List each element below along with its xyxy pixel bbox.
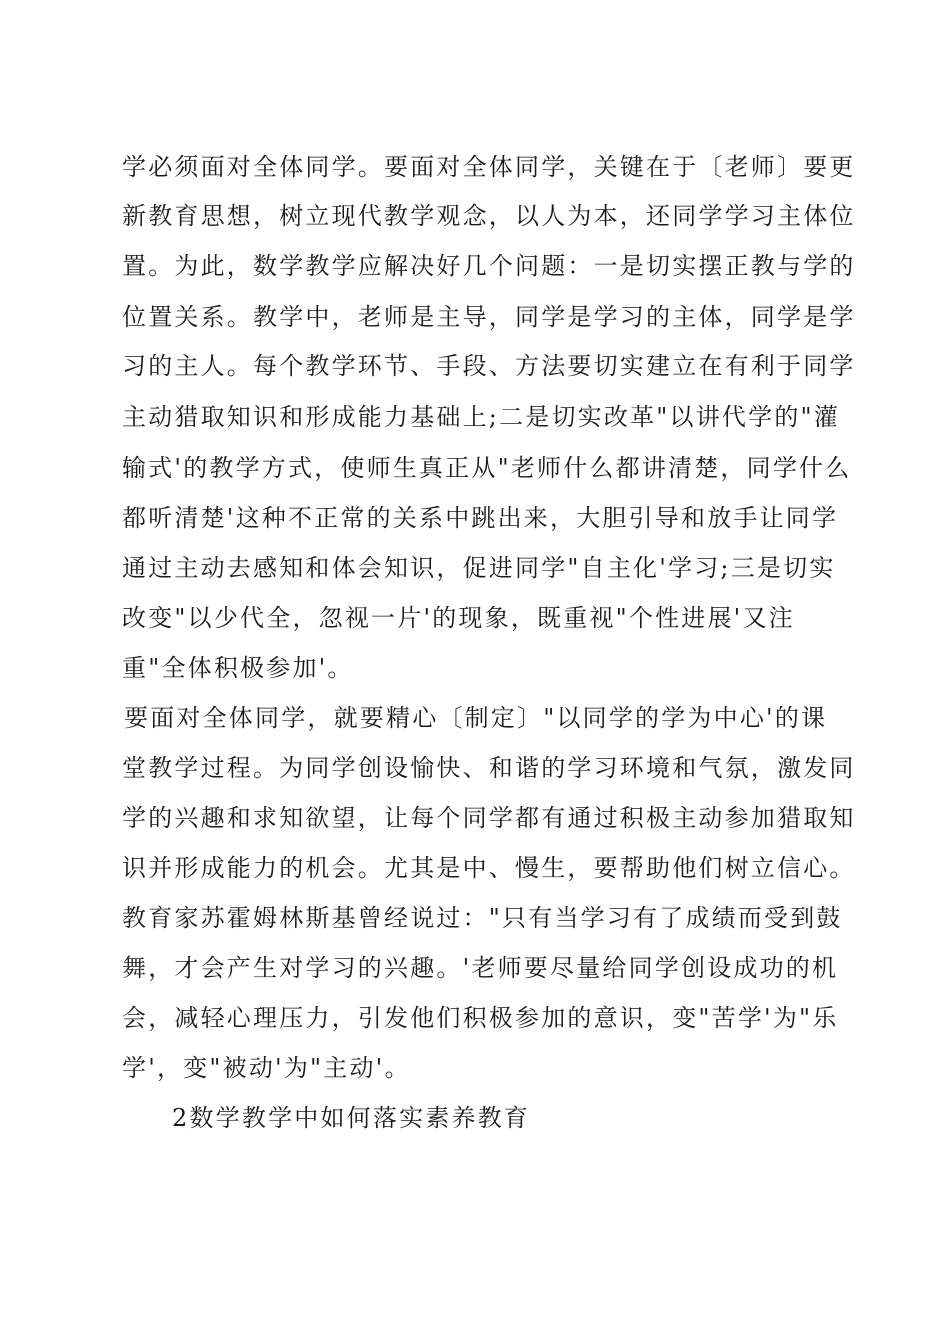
text-line: 堂教学过程。为同学创设愉快、和谐的学习环境和气氛，激发同 <box>122 754 856 782</box>
paragraph-first-line: 要面对全体同学，就要精心〔制定〕"以同学的学为中心'的课 <box>124 704 828 732</box>
text-line: 会，减轻心理压力，引发他们积极参加的意识，变"苦学'为"乐 <box>122 1004 839 1032</box>
text-line: 识并形成能力的机会。尤其是中、慢生，要帮助他们树立信心。 <box>122 854 856 882</box>
text-line: 输式'的教学方式，使师生真正从"老师什么都讲清楚，同学什么 <box>122 454 852 482</box>
text-line: 学的兴趣和求知欲望，让每个同学都有通过积极主动参加猎取知 <box>122 804 856 832</box>
text-line: 置。为此，数学教学应解决好几个问题：一是切实摆正教与学的 <box>122 252 856 280</box>
text-line: 学'，变"被动'为"主动'。 <box>122 1054 411 1082</box>
text-line: 学必须面对全体同学。要面对全体同学，关键在于〔老师〕要更 <box>122 153 856 181</box>
text-line: 重"全体积极参加'。 <box>122 654 354 682</box>
text-line: 新教育思想，树立现代教学观念，以人为本，还同学学习主体位 <box>122 202 856 230</box>
text-line: 习的主人。每个教学环节、手段、方法要切实建立在有利于同学 <box>122 352 856 380</box>
text-line: 舞，才会产生对学习的兴趣。'老师要尽量给同学创设成功的机 <box>122 954 839 982</box>
text-line: 教育家苏霍姆林斯基曾经说过："只有当学习有了成绩而受到鼓 <box>122 904 843 932</box>
section-heading: 2数学教学中如何落实素养教育 <box>172 1104 531 1132</box>
text-line: 位置关系。教学中，老师是主导，同学是学习的主体，同学是学 <box>122 303 856 331</box>
text-line: 通过主动去感知和体会知识，促进同学"自主化'学习;三是切实 <box>122 554 836 582</box>
text-line: 改变"以少代全，忽视一片'的现象，既重视"个性进展'又注 <box>122 604 795 632</box>
text-line: 主动猎取知识和形成能力基础上;二是切实改革"以讲代学的"灌 <box>122 403 840 431</box>
text-line: 都听清楚'这种不正常的关系中跳出来，大胆引导和放手让同学 <box>122 504 839 532</box>
